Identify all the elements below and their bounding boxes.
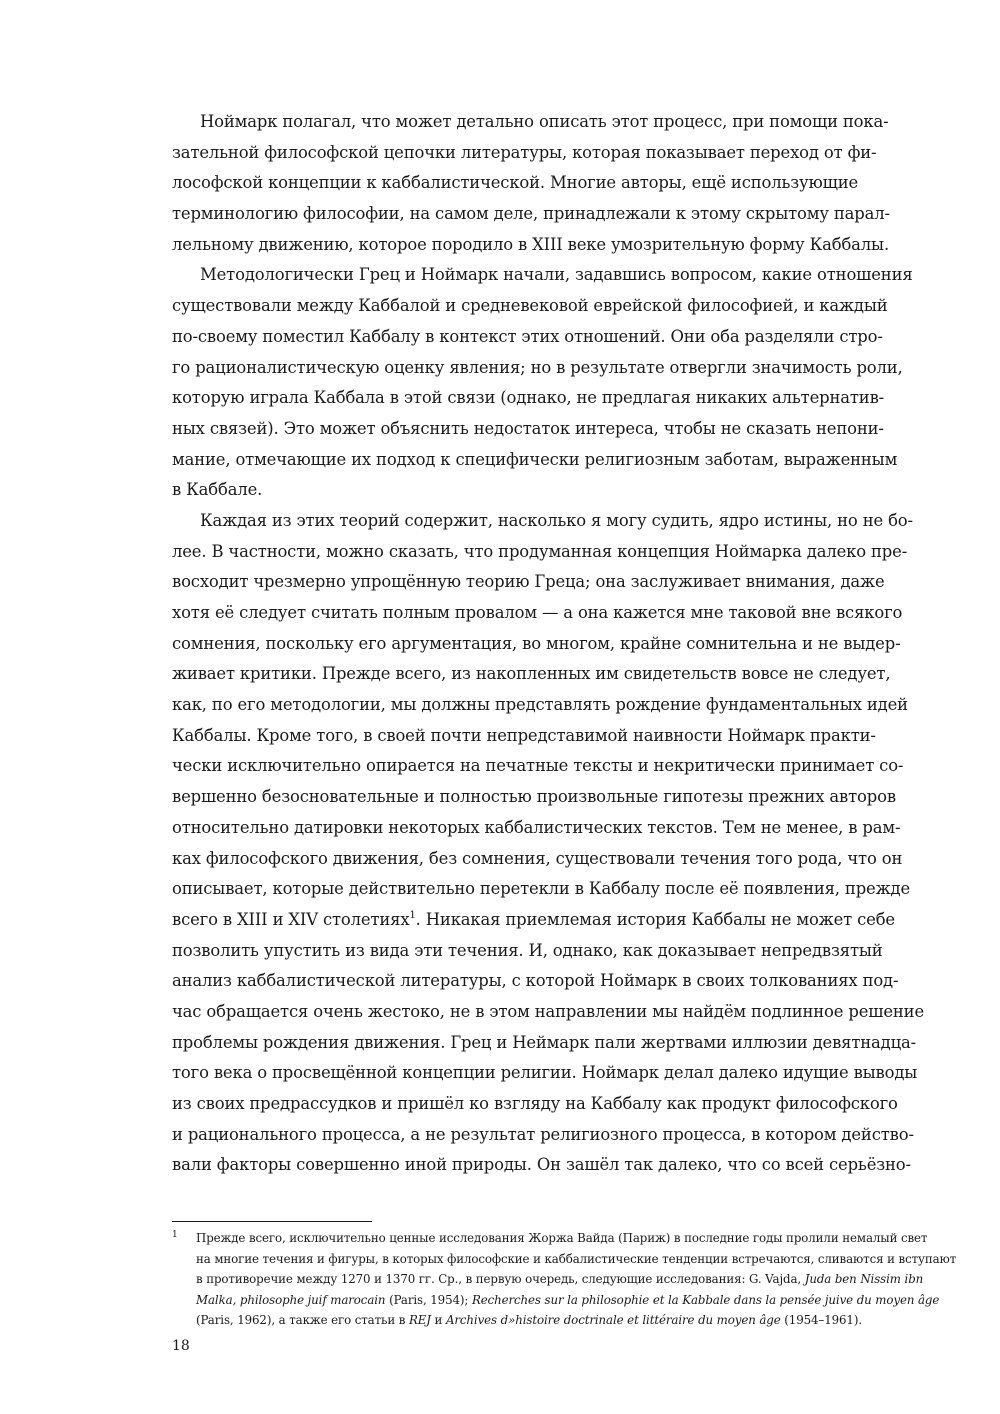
- text-line: ках философского движения, без сомнения, существовали течения того рода, что он: [172, 848, 903, 868]
- footnote-title: Archives d»histoire doctrinale et littéraire du moyen âge: [445, 1313, 781, 1328]
- footnote-line: Прежде всего, исключительно ценные исследования Жоржа Вайда (Париж) в последние годы пролили немалый свет: [196, 1231, 928, 1245]
- text-line: относительно датировки некоторых каббалистических текстов. Тем не менее, в рам-: [172, 817, 901, 837]
- footnote-fragment: (Paris, 1954);: [385, 1292, 472, 1307]
- text-line: как, по его методологии, мы должны представлять рождение фундаментальных идей: [172, 695, 908, 715]
- text-line: Ноймарк полагал, что может детально описать этот процесс, при помощи пока-: [200, 112, 889, 131]
- text-line: Каждая из этих теорий содержит, насколько я могу судить, ядро истины, но не бо-: [200, 510, 913, 530]
- footnote-line: [172, 1269, 924, 1290]
- text-line: лее. В частности, можно сказать, что продуманная концепция Ноймарка далеко пре-: [172, 541, 908, 561]
- footnote-divider: [172, 1221, 372, 1222]
- text-line: в Каббале.: [172, 480, 263, 500]
- text-line: которую играла Каббала в этой связи (однако, не предлагая никаких альтернатив-: [172, 388, 885, 408]
- text-line: вершенно безосновательные и полностью произвольные гипотезы прежних авторов: [172, 787, 896, 807]
- text-line: Методологически Грец и Ноймарк начали, задавшись вопросом, какие отношения: [200, 265, 913, 285]
- text-line: того века о просвещённой концепции религии. Ноймарк делал далеко идущие выводы: [172, 1063, 918, 1083]
- footnote-title: Recherches sur la philosophie et la Kabbale dans la pensée juive du moyen âge: [471, 1292, 940, 1307]
- text-line: из своих предрассудков и пришёл ко взгляду на Каббалу как продукт философского: [172, 1094, 898, 1113]
- footnote-fragment: (1954–1961).: [780, 1313, 862, 1328]
- text-line: существовали между Каббалой и средневековой еврейской философией, и каждый: [172, 296, 888, 316]
- text-line: Каббалы. Кроме того, в своей почти непредставимой наивности Ноймарк практи-: [172, 725, 876, 745]
- text-line: [172, 905, 895, 936]
- footnote-line: на многие течения и фигуры, в которых философские и каббалистические тенденции встречаются, сливаются и вступают: [196, 1251, 957, 1266]
- footnote-reference[interactable]: 1: [409, 909, 416, 921]
- text-line: лософской концепции к каббалистической. Многие авторы, ещё использующие: [172, 173, 859, 193]
- text-line: лельному движению, которое породило в XIII веке умозрительную форму Каббалы.: [172, 234, 889, 254]
- footnote-title: Juda ben Nissim ibn: [804, 1272, 924, 1287]
- main-text: [172, 107, 925, 1181]
- footnote-title: REJ: [408, 1313, 431, 1328]
- text-line: описывает, которые действительно перетекли в Каббалу после её появления, прежде: [172, 879, 911, 899]
- text-fragment: всего в XIII и XIV столетиях: [172, 909, 410, 929]
- footnote-fragment: и: [430, 1313, 446, 1328]
- text-line: и рационального процесса, а не результат религиозного процесса, в котором действо-: [172, 1124, 914, 1144]
- text-line: анализ каббалистической литературы, с которой Ноймарк в своих толкованиях под-: [172, 971, 899, 991]
- text-fragment: . Никакая приемлемая история Каббалы не может себе: [415, 909, 895, 929]
- text-line: восходит чрезмерно упрощённую теорию Греца; она заслуживает внимания, даже: [172, 572, 885, 592]
- text-line: чески исключительно опирается на печатные тексты и некритически принимает со-: [172, 756, 904, 776]
- page-number: 18: [172, 1338, 190, 1354]
- text-line: сомнения, поскольку его аргументация, во многом, крайне сомнительна и не выдер-: [172, 633, 901, 653]
- text-line: зательной философской цепочки литературы, которая показывает переход от фи-: [172, 142, 877, 162]
- footnote-marker: 1: [172, 1230, 178, 1240]
- footnote-fragment: (Paris, 1962), а также его статьи в: [196, 1313, 409, 1328]
- text-line: позволить упустить из вида эти течения. И, однако, как доказывает непредвзятый: [172, 940, 883, 960]
- text-line: вали факторы совершенно иной природы. Он зашёл так далеко, что со всей серьёзно-: [172, 1155, 911, 1175]
- footnote-title: Malka, philosophe juif marocain: [196, 1292, 386, 1307]
- text-line: мание, отмечающие их подход к специфически религиозным заботам, выраженным: [172, 449, 898, 469]
- footnote-line: [172, 1290, 940, 1311]
- text-line: терминологию философии, на самом деле, принадлежали к этому скрытому парал-: [172, 204, 890, 224]
- text-line: ных связей). Это может объяснить недостаток интереса, чтобы не сказать непони-: [172, 418, 884, 438]
- text-line: проблемы рождения движения. Грец и Неймарк пали жертвами иллюзии девятнадца-: [172, 1032, 916, 1052]
- text-line: хотя её следует считать полным провалом — а она кажется мне таковой вне всякого: [172, 603, 903, 622]
- footnote-line: [172, 1310, 862, 1331]
- footnote-fragment: в противоречие между 1270 и 1370 гг. Ср., в первую очередь, следующие исследования: G. Vajda,: [196, 1272, 805, 1287]
- footnote: [172, 1228, 957, 1331]
- text-line: час обращается очень жестоко, не в этом направлении мы найдём подлинное решение: [172, 1001, 925, 1021]
- text-line: живает критики. Прежде всего, из накопленных им свидетельств вовсе не следует,: [172, 664, 891, 684]
- text-line: го рационалистическую оценку явления; но в результате отвергли значимость роли,: [172, 357, 903, 377]
- text-line: по-своему поместил Каббалу в контекст этих отношений. Они оба разделяли стро-: [172, 326, 883, 346]
